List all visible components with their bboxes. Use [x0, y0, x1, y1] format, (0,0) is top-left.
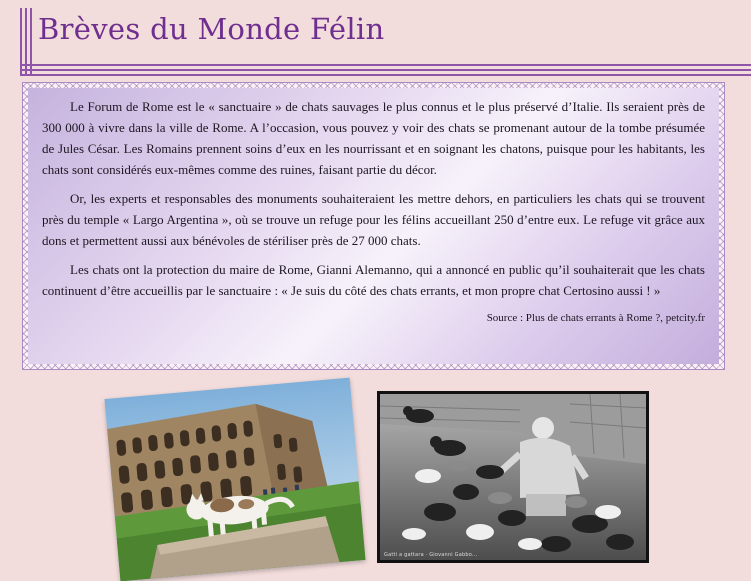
title-rule-bottom-3: [20, 74, 751, 76]
article-paragraph-2: Or, les experts et responsables des monuments souhaiteraient les mettre dehors, en particuliers les chats qui se trouvent près du temple « Largo Argentina », où se trouve un refuge pour les félins accueillant 250 d’entre eux. Le refuge vit grâce aux dons et permettent aussi aux bénévoles de stériliser près de 27 000 chats.: [42, 191, 705, 248]
photo-caption: Gatti a gattara · Giovanni Gabbo...: [384, 552, 478, 558]
page-title: Brèves du Monde Félin: [38, 12, 385, 46]
colosseum-cat-illustration: [104, 378, 365, 581]
title-rule-bottom-1: [20, 64, 751, 66]
article-paragraph-3: Les chats ont la protection du maire de Rome, Gianni Alemanno, qui a annoncé en public qu’il souhaiterait que les chats continuent d’être accueillis par le sanctuaire : « Je suis du côté des chats errants, et mon propre chat Certosino aussi ! »: [42, 262, 705, 298]
article-body: [28, 88, 719, 364]
colosseum-cat-photo: [104, 378, 365, 581]
title-rule-bottom-2: [20, 69, 751, 71]
article-source: Source : Plus de chats errants à Rome ?, petcity.fr: [486, 312, 705, 324]
cat-feeding-photo: [377, 391, 649, 563]
article-frame: [22, 82, 725, 370]
article-paragraph-1: Le Forum de Rome est le « sanctuaire » de chats sauvages le plus connus et le plus préservé d’Italie. Ils seraient près de 300 000 à vivre dans la ville de Rome. A l’occasion, vous pouvez y voir des chats se promenant autour de la tombe présumée de Jules César. Les Romains prennent soins d’eux en les nourrissant et en soignant les chatons, puisque pour les habitants, les chats sont considérés eux-mêmes comme des ruines, faisant partie du décor.: [42, 99, 705, 177]
cat-feeding-illustration: [380, 394, 646, 560]
title-bar: [20, 8, 751, 78]
